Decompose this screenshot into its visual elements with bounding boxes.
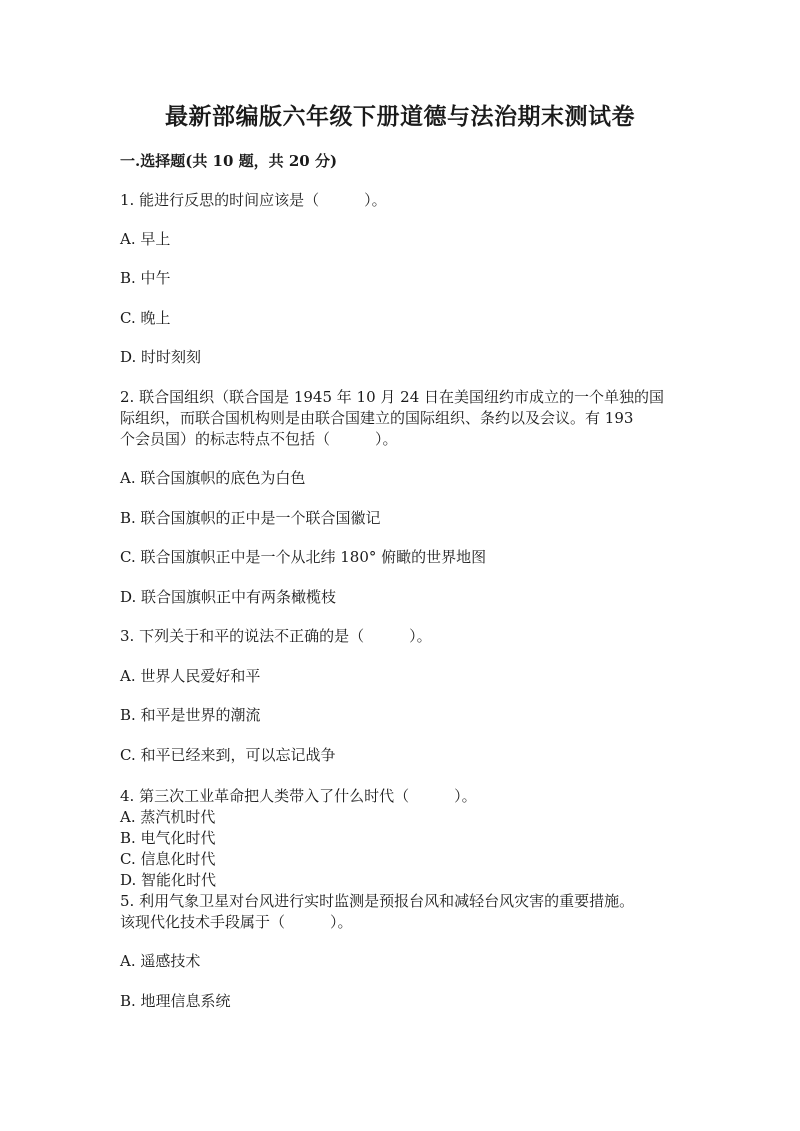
- question-3-stem: 3. 下列关于和平的说法不正确的是（ ）。: [120, 627, 432, 645]
- question-5-stem-line-2: 该现代化技术手段属于（ ）。: [120, 913, 353, 931]
- question-3-option-b: B. 和平是世界的潮流: [120, 706, 261, 724]
- question-3-option-a: A. 世界人民爱好和平: [120, 667, 261, 685]
- question-4-option-d: D. 智能化时代: [120, 871, 217, 889]
- question-2-option-a: A. 联合国旗帜的底色为白色: [120, 469, 306, 487]
- question-2-option-c: C. 联合国旗帜正中是一个从北纬 180° 俯瞰的世界地图: [120, 548, 487, 566]
- question-4-stem: 4. 第三次工业革命把人类带入了什么时代（ ）。: [120, 787, 477, 805]
- question-1-option-d: D. 时时刻刻: [120, 348, 202, 366]
- question-1-option-a: A. 早上: [120, 230, 171, 248]
- question-5-option-a: A. 遥感技术: [120, 952, 201, 970]
- question-5-stem-line-1: 5. 利用气象卫星对台风进行实时监测是预报台风和减轻台风灾害的重要措施。: [120, 892, 635, 910]
- question-4-option-b: B. 电气化时代: [120, 829, 216, 847]
- question-4-option-c: C. 信息化时代: [120, 850, 216, 868]
- question-4-option-a: A. 蒸汽机时代: [120, 808, 216, 826]
- question-1-option-c: C. 晚上: [120, 309, 171, 327]
- question-2-stem-line-2: 际组织，而联合国机构则是由联合国建立的国际组织、条约以及会议。有 193: [120, 409, 634, 427]
- question-2-stem-line-3: 个会员国）的标志特点不包括（ ）。: [120, 430, 398, 448]
- exam-title: 最新部编版六年级下册道德与法治期末测试卷: [165, 103, 635, 130]
- question-2-option-b: B. 联合国旗帜的正中是一个联合国徽记: [120, 509, 381, 527]
- question-2-option-d: D. 联合国旗帜正中有两条橄榄枝: [120, 588, 337, 606]
- question-5-option-b: B. 地理信息系统: [120, 992, 231, 1010]
- question-2-stem-line-1: 2. 联合国组织（联合国是 1945 年 10 月 24 日在美国纽约市成立的一个单独的国: [120, 388, 665, 406]
- question-1-option-b: B. 中午: [120, 269, 171, 287]
- question-3-option-c: C. 和平已经来到，可以忘记战争: [120, 746, 336, 764]
- section-heading: 一.选择题(共 10 题，共 20 分): [120, 152, 338, 170]
- question-1-stem: 1. 能进行反思的时间应该是（ ）。: [120, 191, 387, 209]
